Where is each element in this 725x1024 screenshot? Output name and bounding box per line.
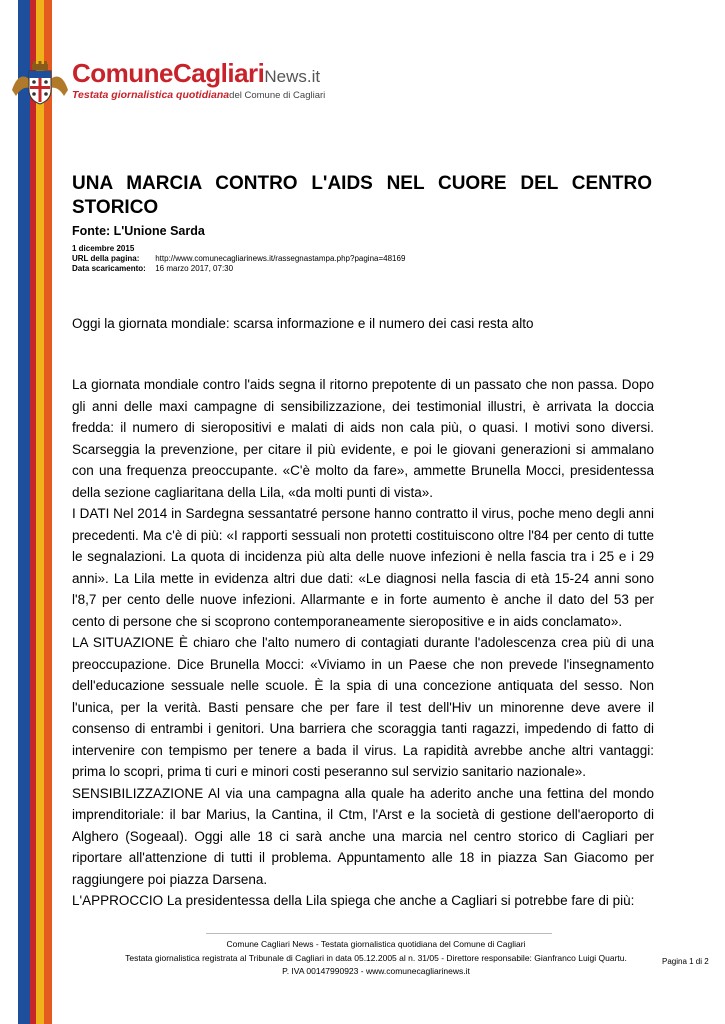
brand-tagline: Testata giornalistica quotidianadel Comune di Cagliari: [72, 89, 326, 101]
article-paragraph: La giornata mondiale contro l'aids segna il ritorno prepotente di un passato che non passa. Dopo gli anni delle maxi campagne di sensibilizzazione, dei testimonial illustri, è arrivata la doccia fredda: il numero di sieropositivi e malati di aids non cala più, o quasi. I motivi sono diversi. Scarseggia la prevenzione, per citare il più evidente, e poi le giovani generazioni si ammalano con una frequenza preoccupante. «C'è molto da fare», ammette Brunella Mocci, presidentessa della sezione cagliaritana della Lila, «da molti punti di vista».: [72, 377, 654, 500]
footer-line: Testata giornalistica registrata al Tribunale di Cagliari in data 05.12.2005 al n. 31/05 - Direttore responsabile: Gianfranco Luigi Quartu.: [125, 952, 627, 963]
masthead-logo[interactable]: [10, 58, 330, 110]
article-url-link[interactable]: http://www.comunecagliarinews.it/rassegnastampa.php?pagina=48169: [155, 254, 406, 263]
footer-line: Comune Cagliari News - Testata giornalistica quotidiana del Comune di Cagliari: [226, 939, 526, 949]
download-date: 16 marzo 2017, 07:30: [155, 264, 234, 273]
page-footer: [96, 938, 656, 979]
article-meta: [72, 244, 405, 274]
article-source: Fonte: L'Unione Sarda: [72, 224, 205, 238]
footer-divider: [206, 933, 552, 934]
article-date: 1 dicembre 2015: [72, 244, 135, 253]
article-paragraph: LA SITUAZIONE È chiaro che l'alto numero di contagiati durante l'adolescenza crea più di una preoccupazione. Dice Brunella Mocci: «Viviamo in un Paese che non prevede l'insegnamento dell'educazione sessuale nelle scuole. È la spia di una concezione antiquata del sesso. Non l'unica, per la verità. Basti pensare che per fare il test dell'Hiv un minorenne deve avere il consenso di entrambi i genitori. Una barriera che scoraggia tanti ragazzi, impedendo di fatto di intervenire con tempismo per tenere a bada il virus. La rapidità avrebbe anche altri vantaggi: prima lo scopri, prima ti curi e minori costi peseranno sul servizio sanitario nazionale».: [72, 635, 654, 779]
brand-name: ComuneCagliariNews.it: [72, 58, 321, 88]
article-title: UNA MARCIA CONTRO L'AIDS NEL CUORE DEL CENTRO STORICO: [72, 173, 652, 218]
article-paragraph: I DATI Nel 2014 in Sardegna sessantatré persone hanno contratto il virus, poche meno degli anni precedenti. Ma c'è di più: «I rapporti sessuali non protetti costituiscono oltre l'84 per cento di tutte le segnalazioni. La quota di incidenza più alta delle nuove infezioni è nella fascia tra i 25 e i 29 anni». La Lila mette in evidenza altri due dati: «Le diagnosi nella fascia di età 15-24 anni sono l'8,7 per cento delle nuove infezioni. Allarmante e in forte aumento è anche il dato del 53 per cento di persone che si scoprono contemporaneamente sieropositive e in aids conclamato».: [72, 506, 654, 629]
page-number: Pagina 1 di 2: [662, 957, 709, 966]
download-label: Data scaricamento:: [72, 264, 146, 273]
article-body: [72, 374, 654, 912]
footer-website-link[interactable]: P. IVA 00147990923 - www.comunecagliarinews.it: [282, 966, 470, 976]
coat-of-arms-icon: [10, 60, 70, 106]
decorative-side-stripes: [18, 0, 52, 1024]
article-subtitle: Oggi la giornata mondiale: scarsa informazione e il numero dei casi resta alto: [72, 316, 534, 331]
article-paragraph: SENSIBILIZZAZIONE Al via una campagna alla quale ha aderito anche una fettina del mondo imprenditoriale: il bar Marius, la Cantina, il Ctm, l'Arst e la società di gestione dell'aeroporto di Alghero (Sogeaal). Oggi alle 18 ci sarà anche una marcia nel centro storico di Cagliari per riportare all'attenzione di tutti il problema. Appuntamento alle 18 in piazza San Giacomo per raggiungere poi piazza Darsena.: [72, 785, 654, 887]
article-paragraph: L'APPROCCIO La presidentessa della Lila spiega che anche a Cagliari si potrebbe fare di più:: [72, 893, 635, 908]
url-label: URL della pagina:: [72, 254, 140, 263]
